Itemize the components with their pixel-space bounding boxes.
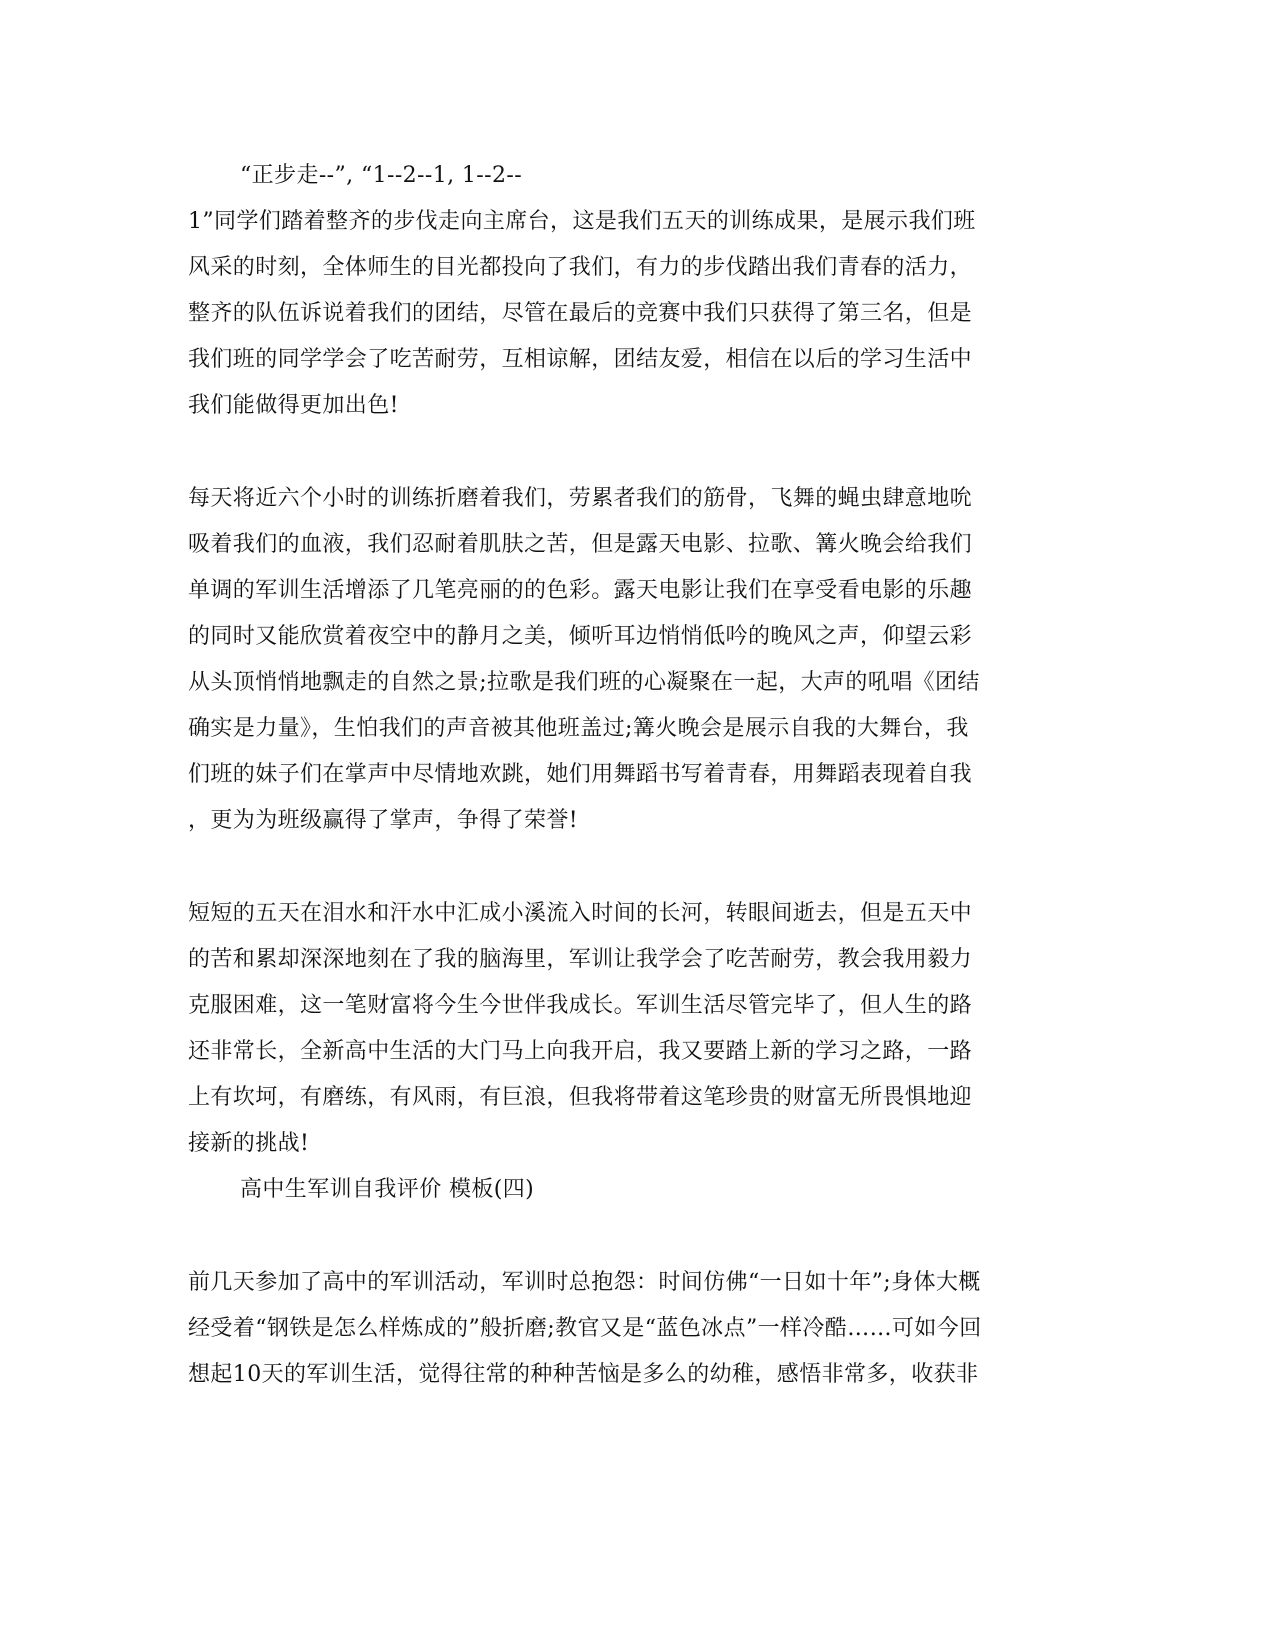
- paragraph-3-line-3: 克服困难，这一笔财富将今生今世伴我成长。军训生活尽管完毕了，但人生的路: [188, 993, 973, 1018]
- paragraph-3-line-1: 短短的五天在泪水和汗水中汇成小溪流入时间的长河，转眼间逝去，但是五天中: [188, 901, 973, 926]
- paragraph-3-line-6: 接新的挑战!: [188, 1131, 310, 1156]
- paragraph-1-line-4: 整齐的队伍诉说着我们的团结，尽管在最后的竞赛中我们只获得了第三名，但是: [188, 301, 973, 326]
- paragraph-3-line-2: 的苦和累却深深地刻在了我的脑海里，军训让我学会了吃苦耐劳，教会我用毅力: [188, 947, 973, 972]
- paragraph-1-line-5: 我们班的同学学会了吃苦耐劳，互相谅解，团结友爱，相信在以后的学习生活中: [188, 347, 973, 372]
- paragraph-2-line-1: 每天将近六个小时的训练折磨着我们，劳累者我们的筋骨，飞舞的蝇虫肆意地吮: [188, 486, 973, 511]
- paragraph-1-line-6: 我们能做得更加出色!: [188, 393, 399, 418]
- paragraph-2-line-7: 们班的妹子们在掌声中尽情地欢跳，她们用舞蹈书写着青春，用舞蹈表现着自我: [188, 762, 973, 787]
- paragraph-2-line-6: 确实是力量》，生怕我们的声音被其他班盖过;篝火晚会是展示自我的大舞台，我: [188, 716, 969, 741]
- paragraph-4-line-2: 经受着“钢铁是怎么样炼成的”般折磨;教官又是“蓝色冰点”一样冷酷……可如今回: [188, 1316, 982, 1341]
- paragraph-1-line-3: 风采的时刻，全体师生的目光都投向了我们，有力的步伐踏出我们青春的活力，: [188, 255, 973, 280]
- paragraph-2-line-3: 单调的军训生活增添了几笔亮丽的的色彩。露天电影让我们在享受看电影的乐趣: [188, 578, 973, 603]
- section-heading: 高中生军训自我评价 模板(四): [240, 1177, 535, 1202]
- paragraph-4-line-3: 想起10天的军训生活，觉得往常的种种苦恼是多么的幼稚，感悟非常多，收获非: [188, 1362, 979, 1387]
- paragraph-2-line-2: 吸着我们的血液，我们忍耐着肌肤之苦，但是露天电影、拉歌、篝火晚会给我们: [188, 532, 973, 557]
- paragraph-2-line-4: 的同时又能欣赏着夜空中的静月之美，倾听耳边悄悄低吟的晚风之声，仰望云彩: [188, 624, 973, 649]
- paragraph-2-line-8: ，更为为班级赢得了掌声，争得了荣誉!: [188, 808, 579, 833]
- paragraph-1-line-2: 1”同学们踏着整齐的步伐走向主席台，这是我们五天的训练成果，是展示我们班: [188, 209, 976, 234]
- paragraph-4-line-1: 前几天参加了高中的军训活动，军训时总抱怨：时间仿佛“一日如十年”;身体大概: [188, 1270, 981, 1295]
- paragraph-1-line-1: “正步走--”, “1--2--1, 1--2--: [240, 163, 523, 188]
- paragraph-3-line-4: 还非常长，全新高中生活的大门马上向我开启，我又要踏上新的学习之路，一路: [188, 1039, 973, 1064]
- paragraph-3-line-5: 上有坎坷，有磨练，有风雨，有巨浪，但我将带着这笔珍贵的财富无所畏惧地迎: [188, 1085, 973, 1110]
- paragraph-2-line-5: 从头顶悄悄地飘走的自然之景;拉歌是我们班的心凝聚在一起，大声的吼唱《团结: [188, 670, 980, 695]
